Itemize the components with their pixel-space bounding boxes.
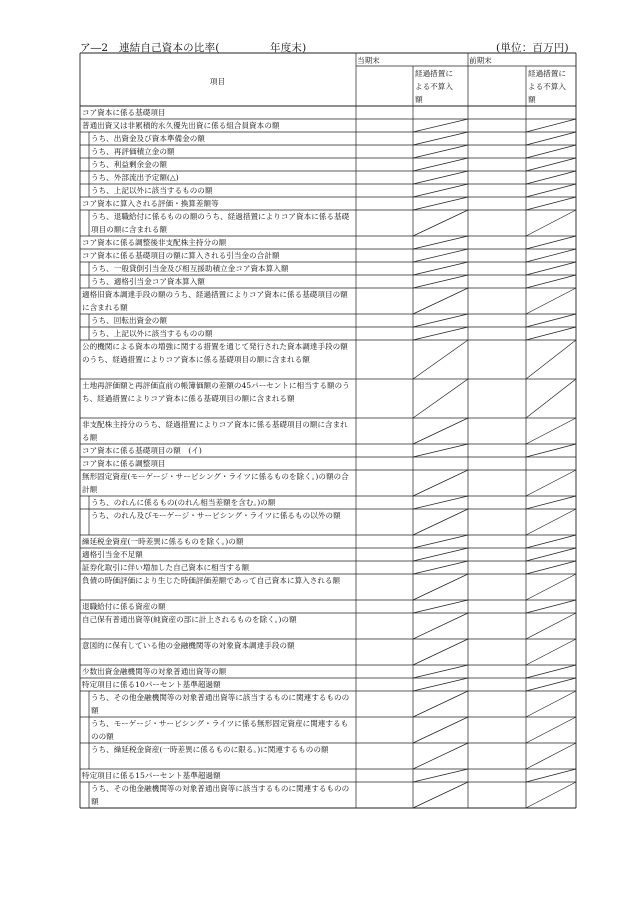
column-header-item: 項目: [209, 77, 226, 86]
table-row-label: うち、回転出資金の額: [91, 316, 167, 325]
na-diagonal-previous: [526, 236, 576, 249]
table-row-label: うち、外部流出予定額(△): [91, 173, 179, 182]
table-row-label: コア資本に算入される評価・換算差額等: [82, 199, 219, 208]
na-diagonal-previous: [526, 275, 576, 288]
na-diagonal-current: [413, 613, 468, 639]
table-row-label: 少数出資金融機関等の対象普通出資等の額: [82, 667, 227, 676]
table-row-label: コア資本に係る調整後非支配株主持分の額: [82, 238, 227, 247]
table-row-label: 適格旧資本調達手段の額のうち、経過措置によりコア資本に係る基礎項目の額に含まれる額: [82, 290, 348, 312]
na-diagonal-current: [413, 548, 468, 561]
transitional-current-line2: よる不算入: [415, 82, 453, 91]
table-row-label: うち、繰延税金資産(一時差異に係るものに限る。)に関連するものの額: [91, 745, 329, 754]
capital-ratio-table: [80, 53, 576, 863]
na-diagonal-previous: [526, 119, 576, 132]
na-diagonal-previous: [526, 262, 576, 275]
na-diagonal-current: [413, 119, 468, 132]
table-row-label: 普通出資又は非累積的永久優先出資に係る組合員資本の額: [82, 121, 280, 130]
table-row-label: 自己保有普通出資等(純資産の部に計上されるものを除く。)の額: [82, 615, 297, 624]
na-diagonal-current: [413, 210, 468, 236]
table-row-label: 土地再評価額と再評価直前の帳簿価額の差額の45パーセントに相当する額のうち、経過措置によりコア資本に係る基礎項目の額に含まれる額: [82, 381, 350, 403]
table-row-label: 証券化取引に伴い増加した自己資本に相当する額: [82, 563, 250, 572]
table-row-label: うち、適格引当金コア資本算入額: [91, 277, 205, 286]
na-diagonal-current: [413, 470, 468, 496]
table-row-label: 特定項目に係る10パーセント基準超過額: [82, 680, 221, 689]
na-diagonal-previous: [526, 561, 576, 574]
table-title: ア―2 連結自己資本の比率(: [80, 42, 220, 54]
column-header-previous: 前期末: [469, 56, 492, 65]
transitional-previous-line1: 経過措置に: [528, 69, 566, 78]
table-row-label: 退職給付に係る資産の額: [82, 602, 166, 611]
na-diagonal-current: [413, 782, 468, 808]
na-diagonal-previous: [526, 210, 576, 236]
na-diagonal-previous: [526, 782, 576, 808]
na-diagonal-current: [413, 600, 468, 613]
table-row-label: うち、再評価積立金の額: [91, 147, 175, 156]
na-diagonal-previous: [526, 496, 576, 509]
na-diagonal-current: [413, 132, 468, 145]
table-row-label: うち、利益剰余金の額: [91, 160, 167, 169]
transitional-previous-line3: 額: [528, 95, 536, 104]
table-row-label: うち、のれんに係るもの(のれん相当差額を含む。)の額: [91, 498, 276, 507]
na-diagonal-previous: [526, 327, 576, 340]
na-diagonal-current: [413, 769, 468, 782]
na-diagonal-current: [413, 717, 468, 743]
na-diagonal-previous: [526, 509, 576, 535]
table-row-label: 非支配株主持分のうち、経過措置によりコア資本に係る基礎項目の額に含まれる額: [82, 420, 348, 442]
table-row-label: うち、上記以外に該当するものの額: [91, 329, 213, 338]
na-diagonal-previous: [526, 418, 576, 444]
column-header-current: 当期末: [357, 56, 380, 65]
table-row-label: うち、退職給付に係るものの額のうち、経過措置によりコア資本に係る基礎項目の額に含まれる額: [91, 212, 350, 234]
na-diagonal-previous: [526, 600, 576, 613]
na-diagonal-current: [413, 275, 468, 288]
na-diagonal-current: [413, 418, 468, 444]
na-diagonal-current: [413, 379, 468, 418]
na-diagonal-current: [413, 340, 468, 379]
table-row-label: うち、その他金融機関等の対象普通出資等に該当するものに関連するものの額: [91, 693, 350, 715]
na-diagonal-current: [413, 314, 468, 327]
na-diagonal-current: [413, 197, 468, 210]
na-diagonal-current: [413, 665, 468, 678]
table-title-year: 年度末): [270, 42, 307, 54]
na-diagonal-current: [413, 288, 468, 314]
table-row-label: 無形固定資産(モーゲージ・サービシング・ライツに係るものを除く。)の額の合計額: [82, 472, 349, 494]
na-diagonal-current: [413, 535, 468, 548]
na-diagonal-current: [413, 743, 468, 769]
na-diagonal-current: [413, 158, 468, 171]
na-diagonal-current: [413, 678, 468, 691]
unit-label: (単位：百万円): [496, 42, 569, 54]
na-diagonal-current: [413, 262, 468, 275]
na-diagonal-current: [413, 249, 468, 262]
table-row-label: うち、一般貸倒引当金及び相互援助積立金コア資本算入額: [91, 264, 289, 273]
na-diagonal-current: [413, 691, 468, 717]
table-row-label: 繰延税金資産(一時差異に係るものを除く。)の額: [82, 537, 244, 546]
na-diagonal-previous: [526, 691, 576, 717]
na-diagonal-previous: [526, 184, 576, 197]
na-diagonal-previous: [526, 535, 576, 548]
na-diagonal-previous: [526, 197, 576, 210]
na-diagonal-previous: [526, 288, 576, 314]
na-diagonal-previous: [526, 470, 576, 496]
table-row-label: うち、モーゲージ・サービシング・ライツに係る無形固定資産に関連するものの額: [91, 719, 349, 741]
na-diagonal-current: [413, 236, 468, 249]
na-diagonal-previous: [526, 444, 576, 457]
na-diagonal-previous: [526, 132, 576, 145]
na-diagonal-previous: [526, 171, 576, 184]
table-row-label: 適格引当金不足額: [82, 550, 143, 559]
na-diagonal-current: [413, 509, 468, 535]
na-diagonal-current: [413, 444, 468, 457]
table-row-label: うち、その他金融機関等の対象普通出資等に該当するものに関連するものの額: [91, 784, 350, 806]
na-diagonal-previous: [526, 717, 576, 743]
na-diagonal-current: [413, 574, 468, 600]
na-diagonal-current: [413, 145, 468, 158]
na-diagonal-previous: [526, 340, 576, 379]
na-diagonal-previous: [526, 574, 576, 600]
na-diagonal-previous: [526, 743, 576, 769]
table-row-label: 公的機関による資本の増強に関する措置を通じて発行された資本調達手段の額のうち、経過措置によりコア資本に係る基礎項目の額に含まれる額: [82, 342, 348, 364]
na-diagonal-current: [413, 171, 468, 184]
table-row-label: 意図的に保有している他の金融機関等の対象資本調達手段の額: [82, 641, 295, 650]
table-row-label: うち、出資金及び資本準備金の額: [91, 134, 205, 143]
table-row-label: コア資本に係る基礎項目の額 (イ): [82, 446, 202, 455]
table-row-label: 負債の時価評価により生じた時価評価差額であって自己資本に算入される額: [82, 576, 341, 585]
na-diagonal-previous: [526, 548, 576, 561]
na-diagonal-current: [413, 184, 468, 197]
table-row-label: うち、上記以外に該当するものの額: [91, 186, 213, 195]
na-diagonal-previous: [526, 314, 576, 327]
table-row-label: コア資本に係る基礎項目の額に算入される引当金の合計額: [82, 251, 280, 260]
na-diagonal-previous: [526, 158, 576, 171]
transitional-previous-line2: よる不算入: [528, 82, 566, 91]
na-diagonal-previous: [526, 249, 576, 262]
na-diagonal-previous: [526, 769, 576, 782]
na-diagonal-previous: [526, 665, 576, 678]
na-diagonal-previous: [526, 678, 576, 691]
na-diagonal-current: [413, 496, 468, 509]
na-diagonal-current: [413, 561, 468, 574]
transitional-current-line1: 経過措置に: [415, 69, 453, 78]
table-row-label: うち、のれん及びモーゲージ・サービシング・ライツに係るもの以外の額: [91, 511, 341, 520]
na-diagonal-current: [413, 639, 468, 665]
na-diagonal-previous: [526, 613, 576, 639]
section-heading: コア資本に係る調整項目: [82, 459, 166, 468]
table-row-label: 特定項目に係る15パーセント基準超過額: [82, 771, 221, 780]
na-diagonal-previous: [526, 379, 576, 418]
na-diagonal-previous: [526, 145, 576, 158]
na-diagonal-previous: [526, 639, 576, 665]
na-diagonal-current: [413, 327, 468, 340]
transitional-current-line3: 額: [415, 95, 423, 104]
section-heading: コア資本に係る基礎項目: [82, 108, 166, 117]
